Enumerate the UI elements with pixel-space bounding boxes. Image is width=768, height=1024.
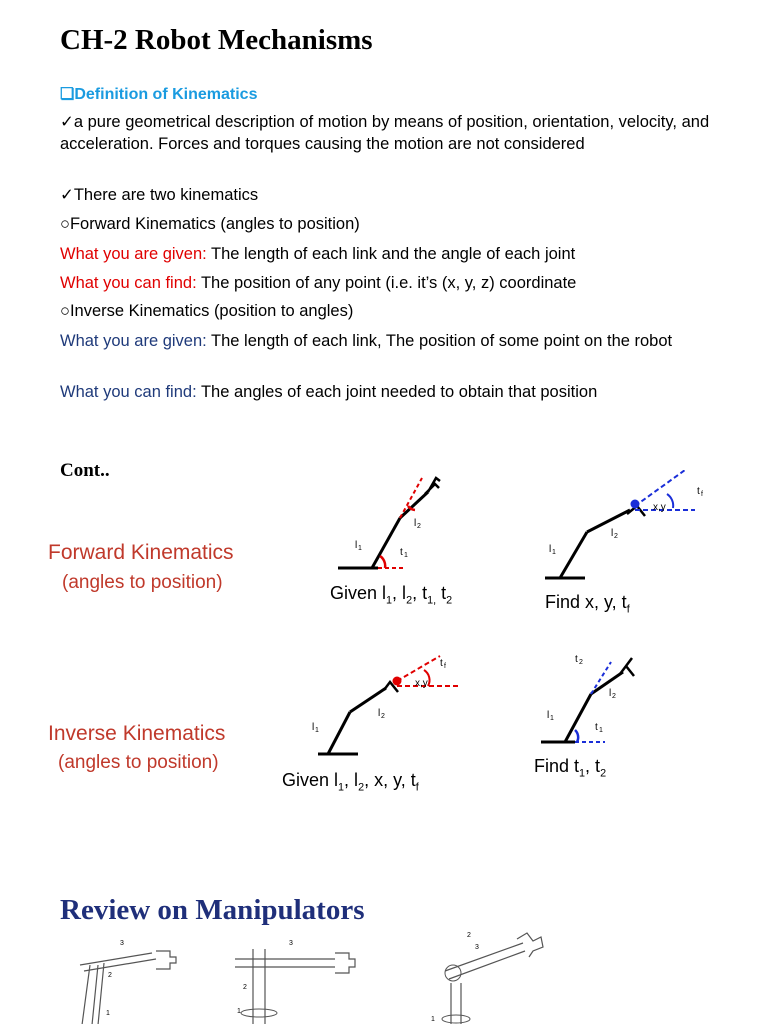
svg-text:l: l: [549, 544, 552, 555]
fk-given-line: [60, 243, 575, 265]
two-kinematics-line: ✓There are two kinematics: [60, 186, 259, 204]
svg-text:3: 3: [120, 940, 124, 947]
ik-find-label: What you can find:: [60, 383, 197, 401]
caption-given-l1-l2-x-y-tf: Given $l_1$, $l_2$, x, y, $t_f$: [282, 770, 419, 794]
svg-text:1: 1: [358, 545, 362, 552]
xy-label: x,y: [653, 502, 666, 513]
cartesian-manipulator-sketch: [70, 935, 190, 1024]
l1-label: l: [355, 540, 358, 551]
fk-find-text: The position of any point (i.e. it’s (x, y, z) coordinate: [196, 274, 577, 292]
spherical-manipulator-sketch: [425, 925, 565, 1024]
svg-text:l: l: [378, 708, 381, 719]
ik-find-text: The angles of each joint needed to obtain that position: [196, 383, 598, 401]
ik-given-diagram: [300, 650, 470, 760]
svg-text:1: 1: [599, 727, 603, 734]
ik-given-text: The length of each link, The position of some point on the robot: [206, 332, 673, 350]
svg-text:2: 2: [579, 659, 583, 666]
svg-text:1: 1: [431, 1016, 435, 1023]
svg-text:t: t: [440, 658, 443, 669]
ik-given-label: What you are given:: [60, 332, 207, 350]
ik-title: Inverse Kinematics: [48, 722, 226, 745]
t1-label: t: [400, 547, 403, 558]
caption-given-l1-l2-t1-t2: Given $l_1$, $l_2$, $t_{1,}$ $t_2$: [330, 583, 453, 607]
cylindrical-manipulator-sketch: [225, 935, 365, 1024]
ik-subtitle: (angles to position): [58, 752, 219, 773]
section-heading: ❏Definition of Kinematics: [60, 86, 258, 103]
fk-given-text: The length of each link and the angle of each joint: [206, 245, 576, 263]
svg-text:1: 1: [315, 727, 319, 734]
caption-find-t1-t2: Find $t_1$, $t_2$: [534, 756, 607, 780]
ik-find-line: [60, 381, 597, 403]
fk-subtitle: (angles to position): [62, 572, 223, 593]
fk-given-diagram: [330, 470, 470, 580]
fk-title: Forward Kinematics: [48, 541, 234, 564]
svg-text:2: 2: [467, 932, 471, 939]
svg-text:3: 3: [475, 944, 479, 951]
fk-find-diagram: [535, 470, 715, 585]
inverse-kinematics-item: ○Inverse Kinematics (position to angles): [60, 302, 354, 320]
l2-label: l: [414, 518, 417, 529]
review-heading: Review on Manipulators: [60, 894, 365, 926]
fk-given-label: What you are given:: [60, 245, 207, 263]
svg-text:2: 2: [108, 972, 112, 979]
forward-kinematics-item: ○Forward Kinematics (angles to position): [60, 215, 360, 233]
svg-text:2: 2: [417, 523, 421, 530]
fk-find-label: What you can find:: [60, 274, 197, 292]
cont-label: Cont..: [60, 460, 110, 481]
svg-text:1: 1: [237, 1008, 241, 1015]
svg-text:1: 1: [552, 549, 556, 556]
svg-text:f: f: [701, 491, 703, 498]
svg-text:2: 2: [612, 693, 616, 700]
ik-given-line: [60, 330, 720, 352]
svg-text:l: l: [312, 722, 315, 733]
svg-text:1: 1: [404, 552, 408, 559]
tf-label: t: [697, 486, 700, 497]
svg-text:3: 3: [289, 940, 293, 947]
caption-find-x-y-tf: Find x, y, $t_f$: [545, 592, 630, 616]
ik-find-diagram: [535, 650, 685, 750]
svg-text:l: l: [611, 528, 614, 539]
svg-text:t: t: [575, 654, 578, 665]
svg-text:l: l: [547, 710, 550, 721]
definition-paragraph: ✓a pure geometrical description of motion by means of position, orientation, velocity, and acceleration. Forces and torques causing the motion are not considered: [60, 113, 710, 153]
svg-text:1: 1: [550, 715, 554, 722]
svg-text:t: t: [595, 722, 598, 733]
svg-text:2: 2: [243, 984, 247, 991]
page-title: CH-2 Robot Mechanisms: [60, 24, 373, 56]
svg-text:x,y: x,y: [415, 678, 428, 689]
svg-text:2: 2: [614, 533, 618, 540]
fk-find-line: [60, 272, 576, 294]
svg-text:2: 2: [381, 713, 385, 720]
svg-text:l: l: [609, 688, 612, 699]
svg-text:f: f: [444, 663, 446, 670]
svg-text:1: 1: [106, 1010, 110, 1017]
